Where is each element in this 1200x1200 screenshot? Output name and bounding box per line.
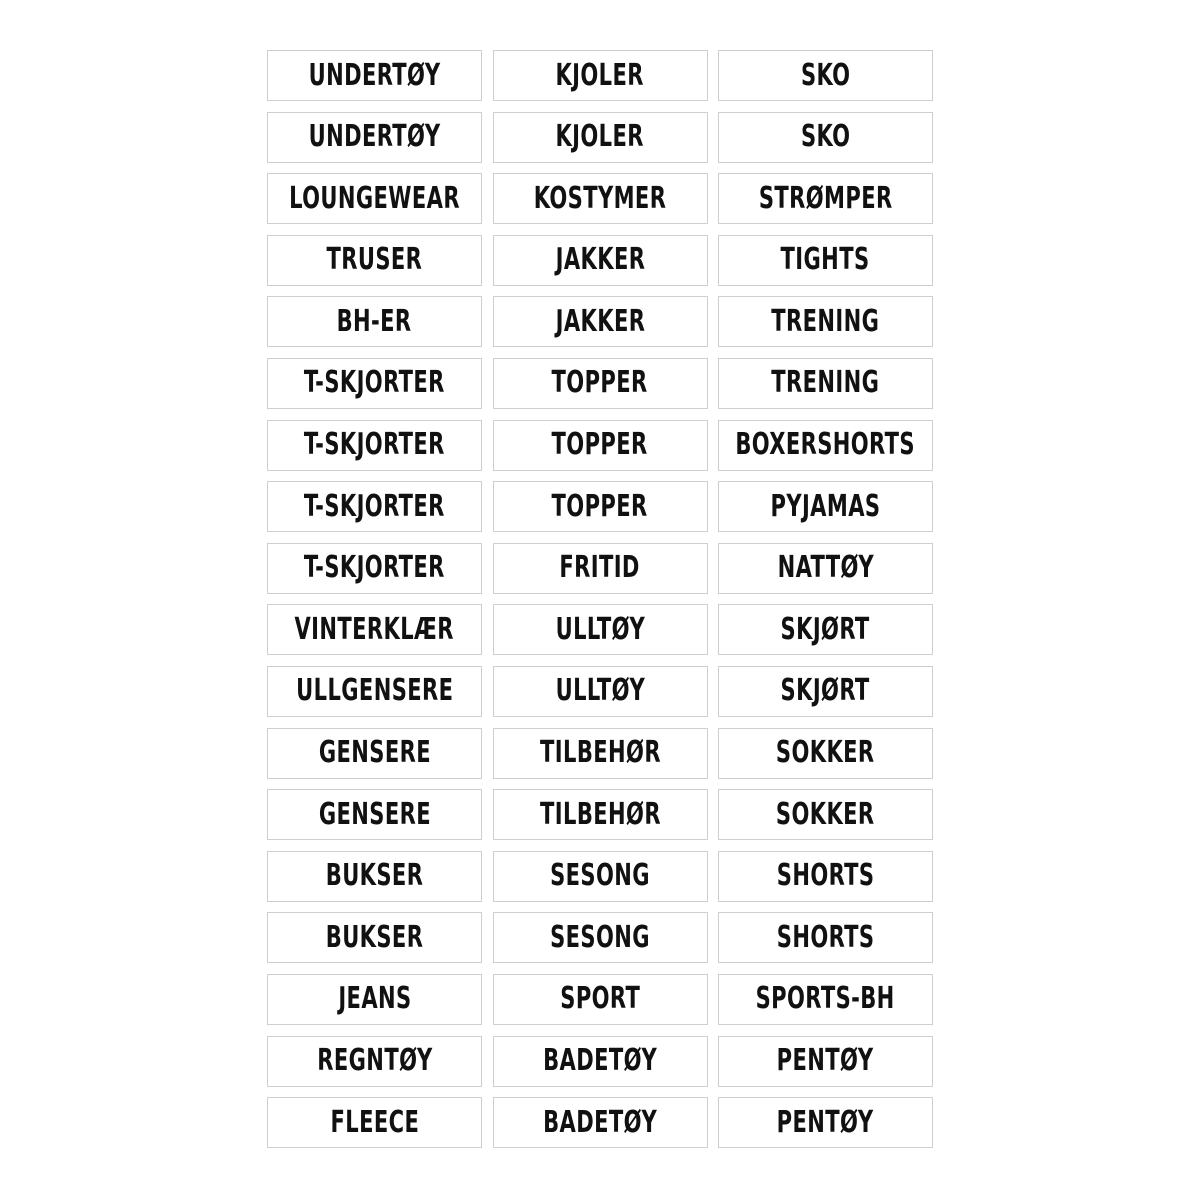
label-text: KOSTYMER [533,180,667,216]
label-sticker [267,481,482,532]
label-text: SKJØRT [780,611,871,647]
label-sticker [718,296,933,347]
label-text: PENTØY [777,1043,874,1078]
label-sticker [718,420,933,471]
label-text: FLEECE [330,1104,419,1140]
label-sticker [267,1097,482,1148]
label-sticker [267,1036,482,1087]
label-sticker [718,912,933,963]
label-text: STRØMPER [758,180,893,216]
label-sticker [493,235,708,286]
label-sticker [267,912,482,963]
label-text: SKO [800,119,851,155]
label-sticker [493,296,708,347]
label-text: SOKKER [776,735,875,771]
label-sticker [267,112,482,163]
label-text: UNDERTØY [308,57,441,93]
label-text: T-SKJORTER [304,550,445,586]
label-sticker [267,420,482,471]
label-text: GENSERE [318,796,431,832]
label-sticker [718,112,933,163]
label-text: SKJØRT [780,673,871,709]
label-sticker [493,1036,708,1087]
label-sheet [267,50,933,1148]
label-sticker [267,666,482,717]
label-sticker [493,912,708,963]
label-sticker [718,358,933,409]
label-sticker [493,666,708,717]
label-text: TRENING [771,303,880,339]
label-text: NATTØY [777,550,874,586]
label-text: KJOLER [555,119,645,155]
label-sticker [267,173,482,224]
label-sticker [718,1097,933,1148]
label-sticker [493,974,708,1025]
label-sticker [493,173,708,224]
label-sticker [493,851,708,902]
label-text: TOPPER [551,365,649,401]
label-text: UNDERTØY [308,119,441,155]
label-text: PYJAMAS [770,488,881,524]
label-sticker [718,50,933,101]
label-text: JAKKER [555,303,645,339]
label-sticker [267,543,482,594]
label-text: SPORTS-BH [755,981,896,1017]
label-text: SESONG [550,919,650,955]
label-sticker [493,604,708,655]
label-text: TRUSER [326,242,423,278]
label-text: KJOLER [555,57,645,93]
label-text: ULLTØY [555,673,645,709]
label-sticker [267,974,482,1025]
label-text: TOPPER [551,427,649,463]
label-text: PENTØY [777,1104,874,1140]
label-text: ULLTØY [555,611,645,647]
label-text: SPORT [560,981,640,1017]
label-text: TILBEHØR [539,735,661,771]
label-sticker [718,481,933,532]
label-text: T-SKJORTER [304,427,445,463]
label-sticker [718,604,933,655]
label-sticker [493,358,708,409]
label-sticker [493,481,708,532]
label-sticker [493,543,708,594]
label-text: TRENING [771,365,880,401]
label-sticker [718,851,933,902]
label-text: BADETØY [542,1104,658,1140]
label-text: BADETØY [542,1043,658,1078]
label-sticker [267,728,482,779]
label-sticker [267,358,482,409]
label-text: LOUNGEWEAR [289,180,460,216]
label-sticker [718,974,933,1025]
label-sticker [718,728,933,779]
label-sticker [493,1097,708,1148]
label-sticker [267,235,482,286]
label-text: T-SKJORTER [304,488,445,524]
label-text: BH-ER [337,303,412,339]
label-text: TOPPER [551,488,649,524]
label-text: ULLGENSERE [295,673,454,709]
label-text: BUKSER [325,919,424,955]
label-sticker [493,112,708,163]
label-text: FRITID [559,550,641,586]
label-sticker [718,666,933,717]
label-text: SHORTS [776,919,875,955]
label-text: VINTERKLÆR [294,611,455,647]
label-text: JAKKER [555,242,645,278]
label-sticker [718,235,933,286]
label-sticker [267,296,482,347]
label-text: JEANS [337,981,412,1017]
label-sticker [493,50,708,101]
label-sticker [267,50,482,101]
label-text: BOXERSHORTS [735,427,916,463]
label-sticker [718,173,933,224]
label-text: SHORTS [776,858,875,894]
label-sticker [493,728,708,779]
label-sticker [493,420,708,471]
label-text: TILBEHØR [539,796,661,832]
label-text: TIGHTS [781,242,870,278]
label-sticker [267,851,482,902]
label-text: GENSERE [318,735,431,771]
label-text: REGNTØY [316,1043,433,1078]
label-text: SKO [800,57,851,93]
label-text: SOKKER [776,796,875,832]
label-sticker [267,789,482,840]
label-sticker [493,789,708,840]
label-sticker [718,1036,933,1087]
label-sticker [267,604,482,655]
label-text: BUKSER [325,858,424,894]
label-text: SESONG [550,858,650,894]
label-sticker [718,789,933,840]
label-text: T-SKJORTER [304,365,445,401]
label-sticker [718,543,933,594]
